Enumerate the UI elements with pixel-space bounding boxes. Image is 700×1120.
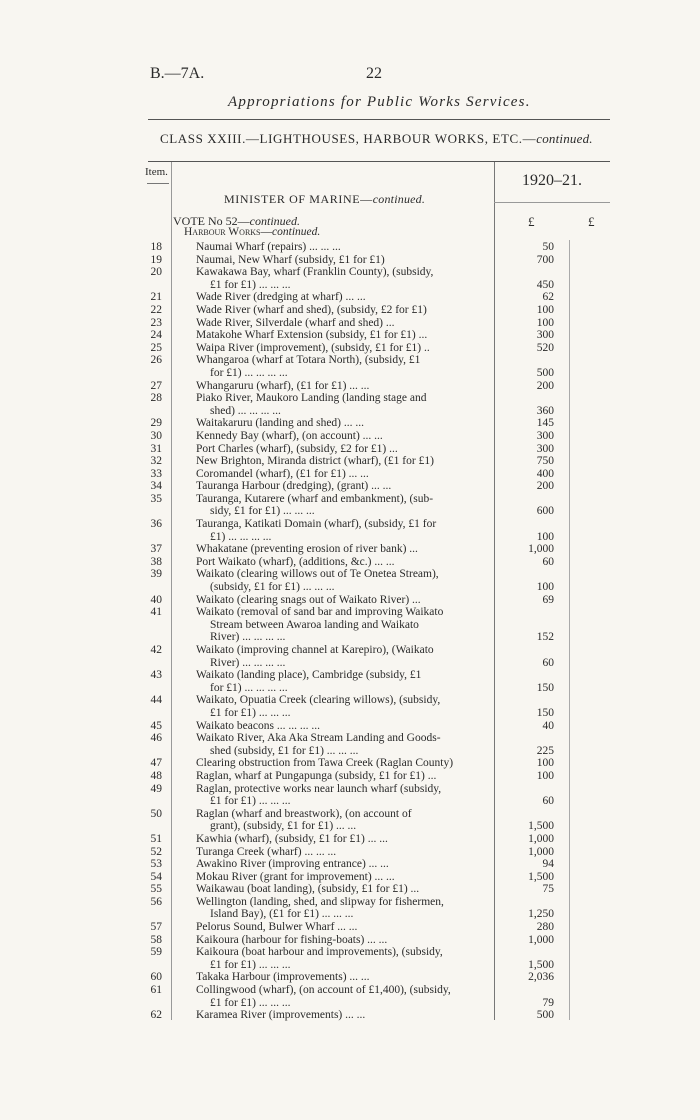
- vote-heading-continued: continued.: [249, 214, 300, 228]
- item-number: 23: [150, 316, 162, 329]
- item-number: 50: [150, 807, 162, 820]
- item-row: [0, 392, 700, 417]
- page-title: Appropriations for Public Works Services.: [228, 94, 531, 110]
- item-description: Clearing obstruction from Tawa Creek (Raglan County): [196, 757, 454, 770]
- item-line: [0, 795, 700, 808]
- item-amount: 100: [536, 316, 554, 329]
- item-number: 55: [150, 883, 162, 896]
- item-line: [0, 959, 700, 972]
- class-heading-main: CLASS XXIII.—LIGHTHOUSES, HARBOUR WORKS, ETC.—: [160, 131, 537, 146]
- item-header-underline: [147, 183, 169, 184]
- item-amount: 450: [536, 278, 554, 291]
- item-number: 47: [150, 757, 162, 770]
- item-line: [0, 669, 700, 682]
- item-number: 32: [150, 455, 162, 468]
- item-description: Kaikoura (boat harbour and improvements), (subsidy,: [196, 946, 443, 959]
- item-number: 29: [150, 417, 162, 430]
- item-row: [0, 971, 700, 984]
- item-description: Waikato (removal of sand bar and improving Waikato: [196, 606, 444, 619]
- item-line: [0, 405, 700, 418]
- minister-heading-main: MINISTER OF MARINE—: [224, 192, 373, 206]
- item-number: 25: [150, 341, 162, 354]
- item-number: 28: [150, 392, 162, 405]
- item-amount: 300: [536, 442, 554, 455]
- item-number: 60: [150, 971, 162, 984]
- item-line: [0, 480, 700, 493]
- page-number: 22: [366, 65, 382, 82]
- item-amount: 150: [536, 706, 554, 719]
- item-row: [0, 568, 700, 593]
- item-amount: 62: [542, 291, 554, 304]
- item-line: [0, 921, 700, 934]
- item-line: [0, 518, 700, 531]
- item-line: [0, 720, 700, 733]
- item-row: [0, 984, 700, 1009]
- item-description: Raglan, protective works near launch wharf (subsidy,: [196, 782, 442, 795]
- item-row: [0, 468, 700, 481]
- item-amount: 150: [536, 681, 554, 694]
- item-amount: 69: [542, 593, 554, 606]
- item-line: [0, 291, 700, 304]
- item-row: [0, 1009, 700, 1022]
- item-row: [0, 518, 700, 543]
- item-amount: 300: [536, 329, 554, 342]
- subhead-main: Harbour Works: [184, 226, 261, 238]
- vote-heading-main: VOTE No 52—: [173, 214, 250, 228]
- item-amount: 100: [536, 757, 554, 770]
- item-line: [0, 317, 700, 330]
- item-amount: 300: [536, 429, 554, 442]
- item-line: [0, 505, 700, 518]
- item-amount: 400: [536, 467, 554, 480]
- item-row: [0, 455, 700, 468]
- item-description: Waipa River (improvement), (subsidy, £1 for £1) ..: [196, 341, 430, 354]
- item-description: Waikato (clearing willows out of Te Onetea Stream),: [196, 568, 439, 581]
- item-row: [0, 896, 700, 921]
- item-line: [0, 896, 700, 909]
- item-amount: 750: [536, 455, 554, 468]
- item-amount: 1,500: [528, 820, 554, 833]
- item-number: 21: [150, 291, 162, 304]
- item-description: (subsidy, £1 for £1) ... ... ...: [210, 581, 335, 594]
- subhead-harbour-works: Harbour Works—continued.: [184, 226, 321, 238]
- item-number: 53: [150, 858, 162, 871]
- item-line: [0, 619, 700, 632]
- item-amount: 1,000: [528, 543, 554, 556]
- item-description: River) ... ... ... ...: [210, 656, 286, 669]
- item-amount: 1,500: [528, 958, 554, 971]
- item-description: £1 for £1) ... ... ...: [210, 278, 291, 291]
- item-line: [0, 279, 700, 292]
- item-line: [0, 757, 700, 770]
- item-row: [0, 770, 700, 783]
- item-line: [0, 443, 700, 456]
- item-description: Stream between Awaroa landing and Waikato: [210, 618, 419, 631]
- item-amount: 600: [536, 505, 554, 518]
- item-row: [0, 808, 700, 833]
- item-amount: 60: [542, 656, 554, 669]
- item-amount: 1,250: [528, 908, 554, 921]
- item-row: [0, 669, 700, 694]
- item-line: [0, 543, 700, 556]
- item-description: for £1) ... ... ... ...: [210, 681, 288, 694]
- item-row: [0, 304, 700, 317]
- item-row: [0, 291, 700, 304]
- item-row: [0, 720, 700, 733]
- item-amount: 200: [536, 480, 554, 493]
- item-row: [0, 858, 700, 871]
- item-amount: 225: [536, 744, 554, 757]
- item-description: Takaka Harbour (improvements) ... ...: [196, 971, 370, 984]
- item-description: Matakohe Wharf Extension (subsidy, £1 for £1) ...: [196, 329, 428, 342]
- item-amount: 94: [542, 858, 554, 871]
- item-line: [0, 556, 700, 569]
- item-description: shed) ... ... ... ...: [210, 404, 281, 417]
- item-description: Whangaroa (wharf at Totara North), (subsidy, £1: [196, 354, 421, 367]
- item-amount: 2,036: [528, 971, 554, 984]
- item-line: [0, 455, 700, 468]
- class-heading-continued: continued.: [536, 131, 593, 146]
- item-row: [0, 254, 700, 267]
- item-line: [0, 493, 700, 506]
- item-amount: 200: [536, 379, 554, 392]
- document-code: B.—7A.: [150, 65, 205, 82]
- item-line: [0, 783, 700, 796]
- appropriation-items: [0, 241, 700, 1022]
- item-line: [0, 392, 700, 405]
- item-line: [0, 858, 700, 871]
- item-description: Collingwood (wharf), (on account of £1,400), (subsidy,: [196, 984, 451, 997]
- item-number: 41: [150, 606, 162, 619]
- item-amount: 60: [542, 555, 554, 568]
- item-description: Piako River, Maukoro Landing (landing stage and: [196, 392, 427, 405]
- item-description: Waitakaruru (landing and shed) ... ...: [196, 417, 365, 430]
- item-number: 46: [150, 732, 162, 745]
- item-description: River) ... ... ... ...: [210, 631, 286, 644]
- item-amount: 152: [536, 631, 554, 644]
- item-amount: 1,000: [528, 933, 554, 946]
- item-amount: 145: [536, 417, 554, 430]
- item-row: [0, 342, 700, 355]
- item-amount: 1,500: [528, 870, 554, 883]
- item-description: Waikato, Opuatia Creek (clearing willows), (subsidy,: [196, 694, 441, 707]
- item-amount: 100: [536, 530, 554, 543]
- item-line: [0, 380, 700, 393]
- item-row: [0, 480, 700, 493]
- item-number: 36: [150, 518, 162, 531]
- item-line: [0, 594, 700, 607]
- item-line: [0, 304, 700, 317]
- item-number: 45: [150, 719, 162, 732]
- item-line: [0, 468, 700, 481]
- item-line: [0, 997, 700, 1010]
- item-description: £1 for £1) ... ... ...: [210, 996, 291, 1009]
- item-number: 56: [150, 895, 162, 908]
- item-description: Island Bay), (£1 for £1) ... ... ...: [210, 908, 354, 921]
- item-description: Whangaruru (wharf), (£1 for £1) ... ...: [196, 379, 370, 392]
- item-description: £1 for £1) ... ... ...: [210, 958, 291, 971]
- item-number: 33: [150, 467, 162, 480]
- item-line: [0, 971, 700, 984]
- item-number: 42: [150, 644, 162, 656]
- item-amount: 40: [542, 719, 554, 732]
- item-line: [0, 946, 700, 959]
- item-column-header: Item.: [145, 166, 168, 178]
- item-amount: 79: [542, 996, 554, 1009]
- subhead-continued: continued.: [272, 226, 321, 238]
- item-amount: 500: [536, 366, 554, 379]
- item-description: Turanga Creek (wharf) ... ... ...: [196, 845, 337, 858]
- item-line: [0, 342, 700, 355]
- item-number: 54: [150, 870, 162, 883]
- item-line: [0, 266, 700, 279]
- item-line: [0, 657, 700, 670]
- item-row: [0, 493, 700, 518]
- year-header-rule: [494, 202, 610, 203]
- item-line: [0, 631, 700, 644]
- item-amount: 280: [536, 921, 554, 934]
- item-line: [0, 241, 700, 254]
- item-number: 19: [150, 253, 162, 266]
- item-line: [0, 833, 700, 846]
- item-row: [0, 732, 700, 757]
- item-description: £1 for £1) ... ... ...: [210, 706, 291, 719]
- item-row: [0, 380, 700, 393]
- item-description: £1 for £1) ... ... ...: [210, 795, 291, 808]
- item-line: [0, 808, 700, 821]
- item-row: [0, 317, 700, 330]
- item-amount: 520: [536, 341, 554, 354]
- item-number: 39: [150, 568, 162, 581]
- item-description: Port Waikato (wharf), (additions, &c.) ... ...: [196, 555, 395, 568]
- item-description: Port Charles (wharf), (subsidy, £2 for £1) ...: [196, 442, 398, 455]
- class-heading: [160, 131, 593, 147]
- item-description: Wade River (dredging at wharf) ... ...: [196, 291, 366, 304]
- item-number: 58: [150, 933, 162, 946]
- item-description: Wade River (wharf and shed), (subsidy, £2 for £1): [196, 303, 427, 316]
- item-description: Waikawau (boat landing), (subsidy, £1 for £1) ...: [196, 883, 420, 896]
- item-number: 59: [150, 946, 162, 959]
- item-number: 57: [150, 921, 162, 934]
- item-row: [0, 694, 700, 719]
- item-line: [0, 367, 700, 380]
- item-number: 34: [150, 480, 162, 493]
- item-line: [0, 846, 700, 859]
- item-row: [0, 329, 700, 342]
- item-line: [0, 430, 700, 443]
- item-description: grant), (subsidy, £1 for £1) ... ...: [210, 820, 357, 833]
- item-amount: 50: [542, 241, 554, 253]
- item-number: 52: [150, 845, 162, 858]
- item-line: [0, 871, 700, 884]
- item-description: sidy, £1 for £1) ... ... ...: [210, 505, 315, 518]
- item-row: [0, 443, 700, 456]
- item-row: [0, 354, 700, 379]
- item-row: [0, 266, 700, 291]
- item-amount: 360: [536, 404, 554, 417]
- item-number: 37: [150, 543, 162, 556]
- item-number: 18: [150, 241, 162, 253]
- item-description: Whakatane (preventing erosion of river bank) ...: [196, 543, 418, 556]
- currency-symbol-right: £: [588, 214, 595, 229]
- item-description: Naumai Wharf (repairs) ... ... ...: [196, 241, 341, 253]
- item-row: [0, 430, 700, 443]
- item-number: 22: [150, 303, 162, 316]
- item-line: [0, 606, 700, 619]
- item-row: [0, 846, 700, 859]
- item-number: 30: [150, 429, 162, 442]
- item-line: [0, 329, 700, 342]
- item-line: [0, 883, 700, 896]
- year-column-header: 1920–21.: [522, 172, 582, 189]
- item-number: 61: [150, 984, 162, 997]
- item-description: Wade River, Silverdale (wharf and shed) ...: [196, 316, 395, 329]
- item-number: 40: [150, 593, 162, 606]
- minister-heading: [224, 192, 425, 207]
- minister-heading-continued: continued.: [372, 192, 426, 206]
- item-amount: 100: [536, 769, 554, 782]
- item-description: Kawakawa Bay, wharf (Franklin County), (subsidy,: [196, 266, 434, 279]
- item-description: Karamea River (improvements) ... ...: [196, 1009, 366, 1022]
- item-row: [0, 644, 700, 669]
- item-amount: 500: [536, 1009, 554, 1022]
- top-rule: [148, 119, 610, 120]
- item-amount: 100: [536, 303, 554, 316]
- item-description: Waikato (landing place), Cambridge (subsidy, £1: [196, 669, 422, 682]
- item-row: [0, 757, 700, 770]
- item-description: Waikato (improving channel at Karepiro), (Waikato: [196, 644, 434, 656]
- item-row: [0, 606, 700, 644]
- item-row: [0, 871, 700, 884]
- currency-symbol-left: £: [528, 214, 535, 229]
- item-line: [0, 531, 700, 544]
- item-description: £1) ... ... ... ...: [210, 530, 272, 543]
- item-line: [0, 254, 700, 267]
- item-line: [0, 581, 700, 594]
- item-row: [0, 934, 700, 947]
- item-line: [0, 417, 700, 430]
- item-number: 43: [150, 669, 162, 682]
- item-row: [0, 921, 700, 934]
- item-line: [0, 707, 700, 720]
- item-description: Awakino River (improving entrance) ... ...: [196, 858, 389, 871]
- item-description: Kennedy Bay (wharf), (on account) ... ...: [196, 429, 383, 442]
- item-amount: 100: [536, 581, 554, 594]
- item-number: 51: [150, 832, 162, 845]
- item-number: 48: [150, 769, 162, 782]
- item-description: Kawhia (wharf), (subsidy, £1 for £1) ... ...: [196, 832, 388, 845]
- item-amount: 75: [542, 883, 554, 896]
- item-description: Waikato (clearing snags out of Waikato River) ...: [196, 593, 421, 606]
- item-number: 38: [150, 555, 162, 568]
- item-description: Tauranga, Kutarere (wharf and embankment), (sub-: [196, 492, 434, 505]
- item-description: Tauranga, Katikati Domain (wharf), (subsidy, £1 for: [196, 518, 437, 531]
- item-number: 44: [150, 694, 162, 707]
- item-description: Waikato River, Aka Aka Stream Landing and Goods-: [196, 732, 441, 745]
- item-amount: 1,000: [528, 845, 554, 858]
- item-description: Tauranga Harbour (dredging), (grant) ... ...: [196, 480, 392, 493]
- item-row: [0, 417, 700, 430]
- item-line: [0, 934, 700, 947]
- item-line: [0, 644, 700, 657]
- item-line: [0, 568, 700, 581]
- item-amount: 700: [536, 253, 554, 266]
- item-number: 24: [150, 329, 162, 342]
- item-row: [0, 241, 700, 254]
- item-number: 20: [150, 266, 162, 279]
- item-row: [0, 783, 700, 808]
- item-row: [0, 833, 700, 846]
- item-description: New Brighton, Miranda district (wharf), (£1 for £1): [196, 455, 434, 468]
- item-line: [0, 984, 700, 997]
- item-line: [0, 694, 700, 707]
- item-number: 49: [150, 782, 162, 795]
- item-amount: 1,000: [528, 832, 554, 845]
- item-line: [0, 354, 700, 367]
- item-row: [0, 946, 700, 971]
- item-description: Raglan, wharf at Pungapunga (subsidy, £1 for £1) ...: [196, 769, 437, 782]
- item-row: [0, 594, 700, 607]
- item-description: Naumai, New Wharf (subsidy, £1 for £1): [196, 253, 385, 266]
- item-line: [0, 745, 700, 758]
- item-description: Raglan (wharf and breastwork), (on account of: [196, 807, 412, 820]
- item-line: [0, 908, 700, 921]
- item-description: Pelorus Sound, Bulwer Wharf ... ...: [196, 921, 358, 934]
- item-line: [0, 820, 700, 833]
- item-description: Mokau River (grant for improvement) ... ...: [196, 870, 395, 883]
- item-number: 35: [150, 492, 162, 505]
- item-row: [0, 883, 700, 896]
- item-number: 31: [150, 442, 162, 455]
- item-line: [0, 682, 700, 695]
- item-row: [0, 543, 700, 556]
- header-rule: [148, 161, 610, 162]
- item-line: [0, 770, 700, 783]
- item-description: Kaikoura (harbour for fishing-boats) ... ...: [196, 933, 388, 946]
- item-row: [0, 556, 700, 569]
- item-number: 27: [150, 379, 162, 392]
- item-description: Wellington (landing, shed, and slipway for fishermen,: [196, 895, 444, 908]
- item-amount: 60: [542, 795, 554, 808]
- item-line: [0, 732, 700, 745]
- item-line: [0, 1009, 700, 1022]
- item-description: Coromandel (wharf), (£1 for £1) ... ...: [196, 467, 369, 480]
- item-description: shed (subsidy, £1 for £1) ... ... ...: [210, 744, 359, 757]
- item-number: 26: [150, 354, 162, 367]
- item-description: Waikato beacons ... ... ... ...: [196, 719, 320, 732]
- item-description: for £1) ... ... ... ...: [210, 366, 288, 379]
- item-number: 62: [150, 1009, 162, 1022]
